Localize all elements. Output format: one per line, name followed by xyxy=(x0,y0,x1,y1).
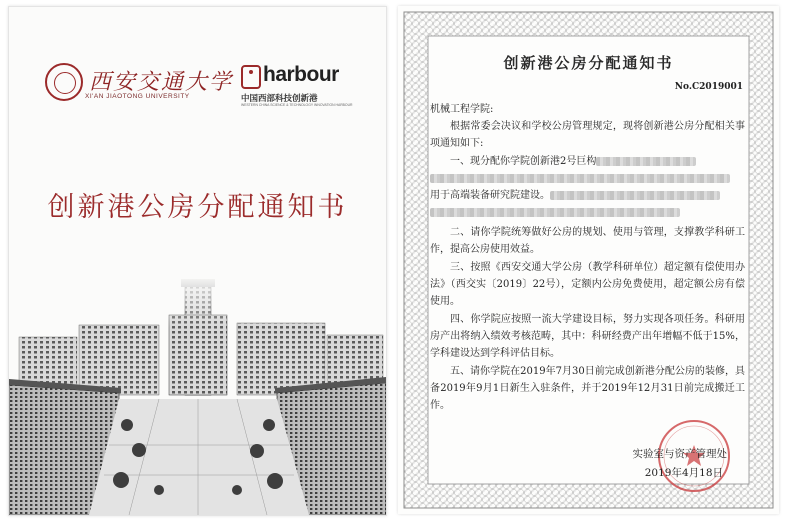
addressee: 机械工程学院: xyxy=(430,104,494,115)
item-1-text: 一、现分配你学院创新港2号巨构 xyxy=(450,156,597,167)
iharbour-logo xyxy=(241,63,371,107)
issuing-office: 实验室与资产管理处 xyxy=(632,448,727,460)
issue-date: 2019年4月18日 xyxy=(644,467,723,479)
iharbour-wordmark: harbour xyxy=(263,63,339,86)
redacted-block xyxy=(430,208,680,217)
item-5: 五、请你学院在2019年7月30日前完成创新港分配公房的装修，具备2019年9月1日新生入驻条件，并于2019年12月31日前完成搬迁工作。 xyxy=(430,366,745,412)
xjtu-logo xyxy=(45,63,234,107)
certificate-body xyxy=(428,30,749,490)
item-1-continuation xyxy=(430,187,745,204)
notice-certificate xyxy=(398,6,779,514)
intro-paragraph: 根据常委会决议和学校公房管理规定，现将创新港公房分配相关事项通知如下: xyxy=(430,121,745,150)
notice-number: No.C2019001 xyxy=(674,82,743,92)
iharbour-name-cn: 中国西部科技创新港 xyxy=(241,94,318,104)
xjtu-seal-icon xyxy=(45,63,83,101)
iharbour-i-icon xyxy=(241,65,261,89)
notice-title: 创新港公房分配通知书 xyxy=(503,54,674,72)
item-3: 三、按照《西安交通大学公房（教学科研单位）超定额有偿使用办法》（西交实〔2019〕22号），定额内公房免费使用，超定额公房有偿使用。 xyxy=(430,262,745,308)
item-2: 二、请你学院统筹做好公房的规划、使用与管理，支撑教学科研工作，提高公房使用效益。 xyxy=(430,227,745,256)
iharbour-name-en: WESTERN CHINA SCIENCE & TECHNOLOGY INNOVATION HARBOUR xyxy=(241,103,353,107)
item-1-continuation xyxy=(430,204,745,221)
redacted-block xyxy=(550,191,720,200)
cover-title: 创新港公房分配通知书 xyxy=(47,192,348,223)
item-1-purpose: 用于高端装备研究院建设。 xyxy=(430,190,550,201)
campus-sketch-illustration xyxy=(9,275,386,515)
item-1 xyxy=(430,153,745,170)
item-1-continuation xyxy=(430,170,745,187)
notice-cover xyxy=(8,6,387,516)
redacted-block xyxy=(596,157,696,166)
xjtu-name-cn: 西安交通大学 xyxy=(89,70,234,95)
item-4: 四、你学院应按照一流大学建设目标，努力实现各项任务。科研用房产出将纳入绩效考核范畴，其中：科研经费产出年增幅不低于15%，学科建设达到学科评估目标。 xyxy=(430,314,745,360)
xjtu-name-en: XI'AN JIAOTONG UNIVERSITY xyxy=(85,93,190,100)
redacted-block xyxy=(430,174,730,183)
